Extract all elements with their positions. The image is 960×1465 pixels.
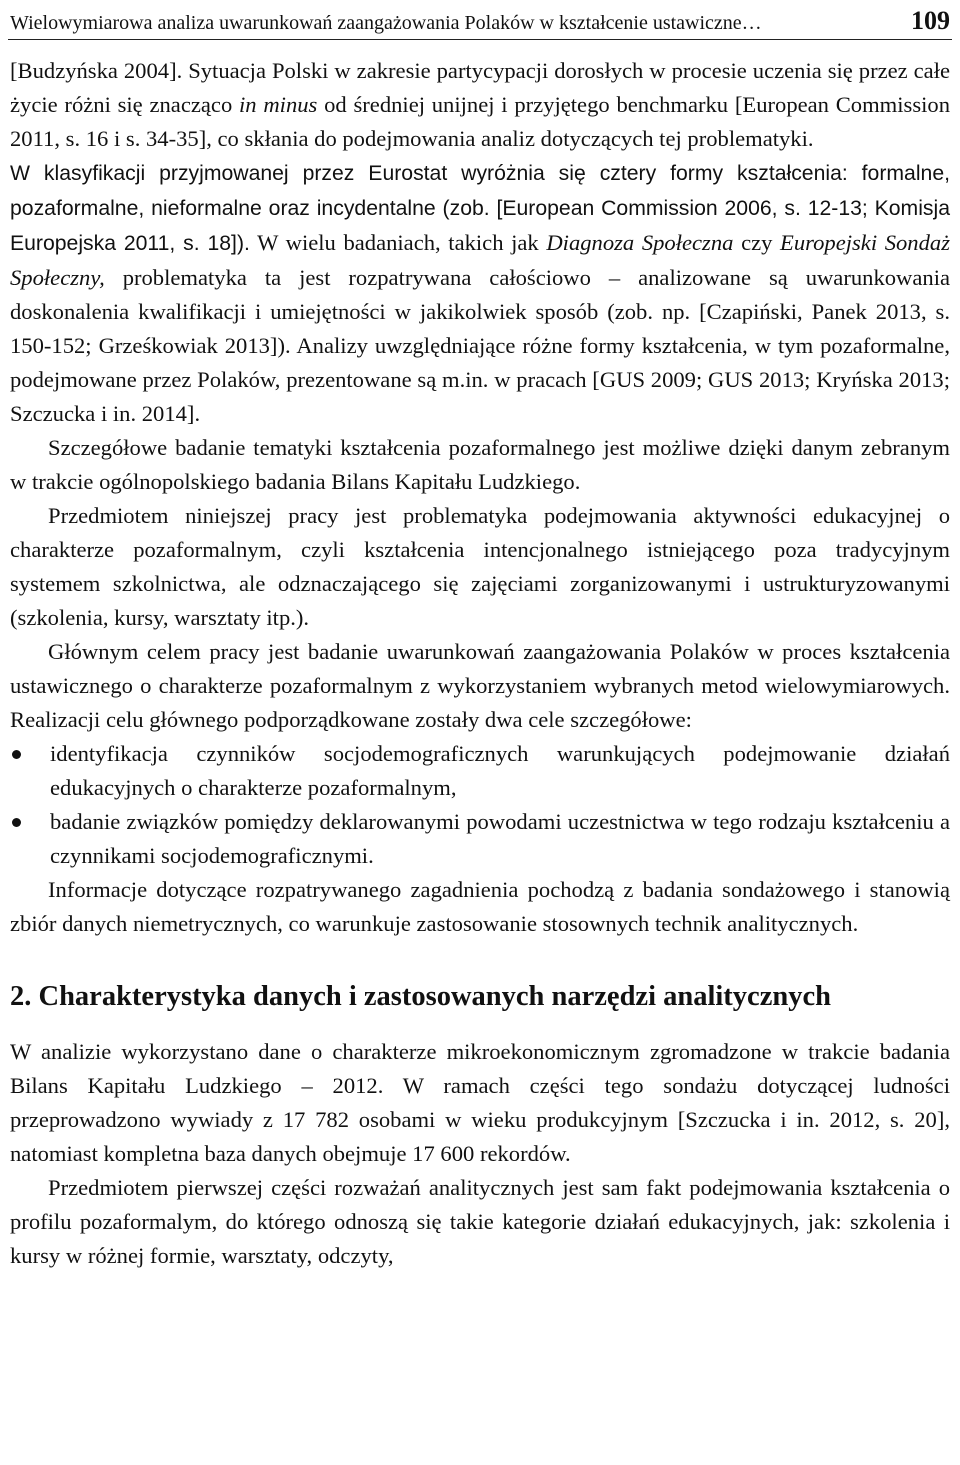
text-run: W klasyfikacji przyjmowanej przez Eurostat wyróżnia się cztery formy kształcenia: formalne, pozaformalne, nieformalne oraz incydentalne (zob. [European Commission 2006, s. 12-13; Komisja Europejska 2011, s. 18]). bbox=[10, 162, 950, 255]
text-run: W wielu badaniach, takich jak bbox=[249, 230, 547, 255]
emphasis: in minus bbox=[239, 92, 318, 117]
list-item-text: identyfikacja czynników socjodemograficznych warunkujących podejmowanie działań edukacyjnych o charakterze pozaformalnym, bbox=[50, 741, 950, 800]
text-run: problematyka ta jest rozpatrywana całościowo – analizowane są uwarunkowania doskonalenia kwalifikacji i umiejętności w jakikolwiek sposób (zob. np. [Czapiński, Panek 2013, s. 150-152; Grześkowiak 2013]). Analizy uwzględniające różne formy kształcenia, w tym pozaformalne, podejmowane przez Polaków, prezentowane są m.in. w pracach [GUS 2009; GUS 2013; Kryńska 2013; Szczucka i in. 2014]. bbox=[10, 265, 950, 426]
paragraph bbox=[10, 156, 950, 431]
page-number: 109 bbox=[911, 6, 950, 35]
list-item bbox=[10, 737, 950, 805]
text-run: czy bbox=[733, 230, 781, 255]
paragraph bbox=[10, 54, 950, 156]
paragraph: W analizie wykorzystano dane o charakterze mikroekonomicznym zgromadzone w trakcie badania Bilans Kapitału Ludzkiego – 2012. W ramach części tego sondażu dotyczącej ludności przeprowadzono wywiady z 17 782 osobami w wieku produkcyjnym [Szczucka i in. 2012, s. 20], natomiast kompletna baza danych obejmuje 17 600 rekordów. bbox=[10, 1039, 950, 1166]
paragraph: Głównym celem pracy jest badanie uwarunkowań zaangażowania Polaków w proces kształcenia ustawicznego o charakterze pozaformalnym z wykorzystaniem wybranych metod wielowymiarowych. Realizacji celu głównego podporządkowane zostały dwa cele szczegółowe: bbox=[10, 639, 950, 732]
emphasis: Diagnoza Społeczna bbox=[546, 230, 734, 255]
bullet-icon bbox=[12, 750, 21, 759]
running-header bbox=[8, 0, 952, 40]
list-item-text: badanie związków pomiędzy deklarowanymi powodami uczestnictwa w tego rodzaju kształceniu a czynnikami socjodemograficznymi. bbox=[50, 809, 950, 868]
bullet-list bbox=[10, 737, 950, 873]
section-heading: 2. Charakterystyka danych i zastosowanych narzędzi analitycznych bbox=[10, 981, 831, 1012]
paragraph: Przedmiotem niniejszej pracy jest problematyka podejmowania aktywności edukacyjnej o charakterze pozaformalnym, czyli kształcenia intencjonalnego istniejącego poza tradycyjnym systemem szkolnictwa, ale odznaczającego się zajęciami zorganizowanymi i ustrukturyzowanymi (szkolenia, kursy, warsztaty itp.). bbox=[10, 503, 950, 630]
body-text bbox=[10, 54, 950, 1273]
list-item bbox=[10, 805, 950, 873]
text-run: od średniej unijnej i przyjętego benchmarku [European Commission 2011, s. 16 i s. 34-35], co skłania do podejmowania analiz dotyczących tej problematyki. bbox=[10, 92, 950, 151]
running-title: Wielowymiarowa analiza uwarunkowań zaangażowania Polaków w kształcenie ustawiczne… bbox=[10, 12, 762, 34]
paragraph: Szczegółowe badanie tematyki kształcenia pozaformalnego jest możliwe dzięki danym zebranym w trakcie ogólnopolskiego badania Bilans Kapitału Ludzkiego. bbox=[10, 435, 950, 494]
text-run: [Budzyńska 2004]. Sytuacja Polski w zakresie partycypacji dorosłych w procesie uczenia się przez całe życie różni się znacząco bbox=[10, 58, 950, 117]
paragraph: Przedmiotem pierwszej części rozważań analitycznych jest sam fakt podejmowania kształcenia o profilu pozaformalym, do którego odnoszą się takie kategorie działań edukacyjnych, jak: szkolenia i kursy w różnej formie, warsztaty, odczyty, bbox=[10, 1175, 950, 1268]
bullet-icon bbox=[12, 818, 21, 827]
paragraph: Informacje dotyczące rozpatrywanego zagadnienia pochodzą z badania sondażowego i stanowią zbiór danych niemetrycznych, co warunkuje zastosowanie stosownych technik analitycznych. bbox=[10, 877, 950, 936]
emphasis: Europejski Sondaż Społeczny, bbox=[10, 230, 950, 290]
